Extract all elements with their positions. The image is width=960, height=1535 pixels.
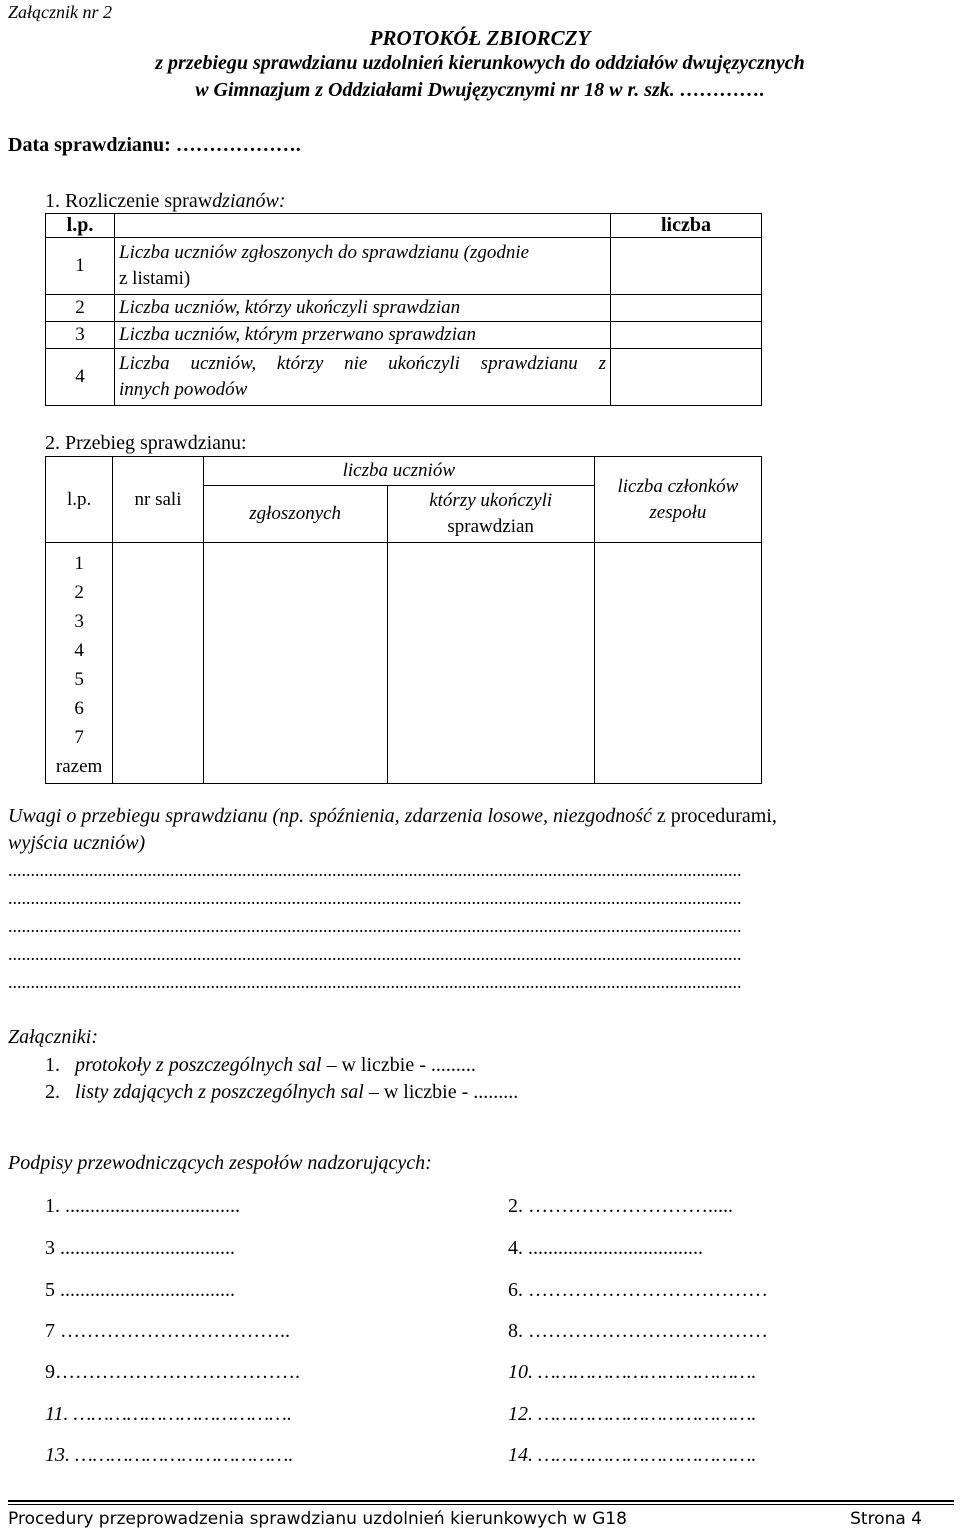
attachment-description: protokoły z poszczególnych sal bbox=[75, 1054, 322, 1076]
row-number: 3 bbox=[46, 607, 113, 636]
attachment-count: – w liczbie - ......... bbox=[321, 1054, 476, 1076]
room-cell[interactable] bbox=[113, 607, 204, 636]
team-members-cell[interactable] bbox=[594, 665, 761, 694]
registered-cell[interactable] bbox=[203, 665, 387, 694]
table-row bbox=[46, 723, 762, 752]
row-number: 3 bbox=[46, 322, 115, 349]
signature-line[interactable]: 7 …………………………….. bbox=[45, 1320, 290, 1342]
row-description: Liczba uczniów, którzy ukończyli sprawdzian bbox=[115, 295, 611, 322]
room-cell[interactable] bbox=[113, 752, 204, 784]
attachment-item bbox=[45, 1081, 518, 1104]
header-line: liczba członków bbox=[617, 475, 739, 497]
completed-cell[interactable] bbox=[387, 723, 594, 752]
notes-line[interactable]: ................................................................................................................................................................... bbox=[8, 888, 742, 908]
document-title: PROTOKÓŁ ZBIORCZY bbox=[369, 26, 591, 50]
annex-label: Załącznik nr 2 bbox=[8, 2, 113, 22]
row-number: 4 bbox=[46, 349, 115, 406]
header-line: zespołu bbox=[649, 501, 707, 523]
completed-cell[interactable] bbox=[387, 578, 594, 607]
registered-cell[interactable] bbox=[203, 752, 387, 784]
signature-line[interactable]: 9………………………………. bbox=[45, 1361, 300, 1383]
signature-line[interactable]: 12. ………………………………. bbox=[508, 1403, 757, 1425]
attachment-number: 2. bbox=[45, 1081, 60, 1103]
table-row bbox=[46, 636, 762, 665]
table-header-row bbox=[46, 214, 762, 238]
col-description-header bbox=[115, 214, 611, 238]
room-cell[interactable] bbox=[113, 543, 204, 579]
completed-cell[interactable] bbox=[387, 694, 594, 723]
row-description-line: Liczba uczniów, którzy nie ukończyli sprawdzianu z bbox=[119, 353, 606, 374]
footer-rule bbox=[8, 1500, 954, 1502]
exam-date-label: Data sprawdzianu: ………………. bbox=[8, 134, 301, 156]
team-members-cell[interactable] bbox=[594, 578, 761, 607]
footer-title: Procedury przeprowadzenia sprawdzianu uzdolnień kierunkowych w G18 bbox=[8, 1509, 627, 1529]
table-row bbox=[46, 752, 762, 784]
registered-cell[interactable] bbox=[203, 694, 387, 723]
settlement-table bbox=[45, 213, 762, 406]
attachment-description: listy zdających z poszczególnych sal bbox=[75, 1081, 364, 1103]
notes-line[interactable]: ................................................................................................................................................................... bbox=[8, 860, 742, 880]
total-label: razem bbox=[46, 752, 113, 784]
registered-cell[interactable] bbox=[203, 636, 387, 665]
completed-cell[interactable] bbox=[387, 752, 594, 784]
count-cell[interactable] bbox=[611, 349, 762, 406]
exam-progress-table bbox=[45, 456, 762, 784]
notes-heading bbox=[8, 805, 777, 828]
registered-cell[interactable] bbox=[203, 543, 387, 579]
notes-heading-plain: z procedurami, bbox=[651, 805, 777, 827]
signatures-heading: Podpisy przewodniczących zespołów nadzorujących: bbox=[8, 1152, 432, 1174]
signature-line[interactable]: 3 ................................... bbox=[45, 1237, 235, 1259]
team-members-cell[interactable] bbox=[594, 543, 761, 579]
room-cell[interactable] bbox=[113, 723, 204, 752]
row-number: 2 bbox=[46, 578, 113, 607]
section1-heading-italic: dzianów: bbox=[212, 190, 286, 212]
room-cell[interactable] bbox=[113, 578, 204, 607]
col-room-header: nr sali bbox=[113, 457, 204, 543]
table-row bbox=[46, 578, 762, 607]
signature-line[interactable]: 4. ................................... bbox=[508, 1237, 703, 1259]
room-cell[interactable] bbox=[113, 636, 204, 665]
header-line: sprawdzian bbox=[447, 516, 534, 537]
row-description-line: innych powodów bbox=[119, 379, 248, 400]
signature-line[interactable]: 10. ………………………………. bbox=[508, 1361, 757, 1383]
footer-rule bbox=[8, 1504, 954, 1505]
row-number: 1 bbox=[46, 543, 113, 579]
section2-heading: 2. Przebieg sprawdzianu: bbox=[45, 432, 247, 454]
row-number: 5 bbox=[46, 665, 113, 694]
notes-line[interactable]: ................................................................................................................................................................... bbox=[8, 972, 742, 992]
signature-line[interactable]: 5 ................................... bbox=[45, 1279, 235, 1301]
count-cell[interactable] bbox=[611, 322, 762, 349]
attachments-heading: Załączniki: bbox=[8, 1026, 98, 1048]
signature-line[interactable]: 13. ………………………………. bbox=[45, 1444, 294, 1466]
completed-cell[interactable] bbox=[387, 543, 594, 579]
room-cell[interactable] bbox=[113, 665, 204, 694]
count-cell[interactable] bbox=[611, 295, 762, 322]
row-number: 2 bbox=[46, 295, 115, 322]
document-subtitle-2: w Gimnazjum z Oddziałami Dwujęzycznymi nr 18 w r. szk. …………. bbox=[195, 79, 765, 101]
completed-cell[interactable] bbox=[387, 665, 594, 694]
row-description: Liczba uczniów, którym przerwano sprawdzian bbox=[115, 322, 611, 349]
completed-cell[interactable] bbox=[387, 607, 594, 636]
notes-heading-line2: wyjścia uczniów) bbox=[8, 832, 146, 854]
signature-line[interactable]: 11. ………………………………. bbox=[45, 1403, 292, 1425]
notes-heading-italic: Uwagi o przebiegu sprawdzianu (np. spóźnienia, zdarzenia losowe, niezgodność bbox=[8, 805, 652, 827]
team-members-cell[interactable] bbox=[594, 723, 761, 752]
row-description-line: Liczba uczniów zgłoszonych do sprawdzianu (zgodnie bbox=[119, 242, 530, 263]
header-line: którzy ukończyli bbox=[429, 490, 553, 511]
attachment-count: – w liczbie - ......... bbox=[363, 1081, 519, 1103]
col-students-group-header: liczba uczniów bbox=[203, 457, 594, 486]
table-row bbox=[46, 238, 762, 295]
section1-heading-plain: 1. Rozliczenie spraw bbox=[45, 190, 213, 212]
signature-line[interactable]: 2. ………………………..... bbox=[508, 1195, 733, 1217]
signature-line[interactable]: 8. ……………………………… bbox=[508, 1320, 768, 1342]
page-number: Strona 4 bbox=[850, 1509, 922, 1529]
attachment-item bbox=[45, 1054, 476, 1077]
completed-cell[interactable] bbox=[387, 636, 594, 665]
table-row bbox=[46, 295, 762, 322]
table-row bbox=[46, 694, 762, 723]
registered-cell[interactable] bbox=[203, 723, 387, 752]
registered-cell[interactable] bbox=[203, 578, 387, 607]
row-number: 4 bbox=[46, 636, 113, 665]
table-row bbox=[46, 665, 762, 694]
col-team-members-header bbox=[594, 457, 761, 543]
attachment-number: 1. bbox=[45, 1054, 60, 1076]
team-members-cell[interactable] bbox=[594, 694, 761, 723]
notes-line[interactable]: ................................................................................................................................................................... bbox=[8, 916, 742, 936]
row-number: 7 bbox=[46, 723, 113, 752]
team-members-cell[interactable] bbox=[594, 752, 761, 784]
table-row bbox=[46, 322, 762, 349]
row-description bbox=[115, 238, 611, 295]
row-description-line: z listami) bbox=[119, 268, 191, 289]
section1-heading bbox=[45, 190, 286, 213]
table-row bbox=[46, 349, 762, 406]
col-lp-header: l.p. bbox=[46, 214, 115, 238]
row-number: 1 bbox=[46, 238, 115, 295]
signature-line[interactable]: 14. ………………………………. bbox=[508, 1444, 757, 1466]
signature-line[interactable]: 1. ................................... bbox=[45, 1195, 240, 1217]
notes-line[interactable]: ................................................................................................................................................................... bbox=[8, 944, 742, 964]
room-cell[interactable] bbox=[113, 694, 204, 723]
signature-line[interactable]: 6. ……………………………… bbox=[508, 1279, 768, 1301]
row-description bbox=[115, 349, 611, 406]
document-subtitle-1: z przebiegu sprawdzianu uzdolnień kierunkowych do oddziałów dwujęzycznych bbox=[155, 52, 805, 74]
row-number: 6 bbox=[46, 694, 113, 723]
col-count-header: liczba bbox=[611, 214, 762, 238]
col-registered-header: zgłoszonych bbox=[203, 486, 387, 543]
registered-cell[interactable] bbox=[203, 607, 387, 636]
col-lp-header: l.p. bbox=[46, 457, 113, 543]
count-cell[interactable] bbox=[611, 238, 762, 295]
table-header-row bbox=[46, 457, 762, 486]
team-members-cell[interactable] bbox=[594, 607, 761, 636]
team-members-cell[interactable] bbox=[594, 636, 761, 665]
col-completed-header bbox=[387, 486, 594, 543]
table-row bbox=[46, 607, 762, 636]
table-row bbox=[46, 543, 762, 579]
